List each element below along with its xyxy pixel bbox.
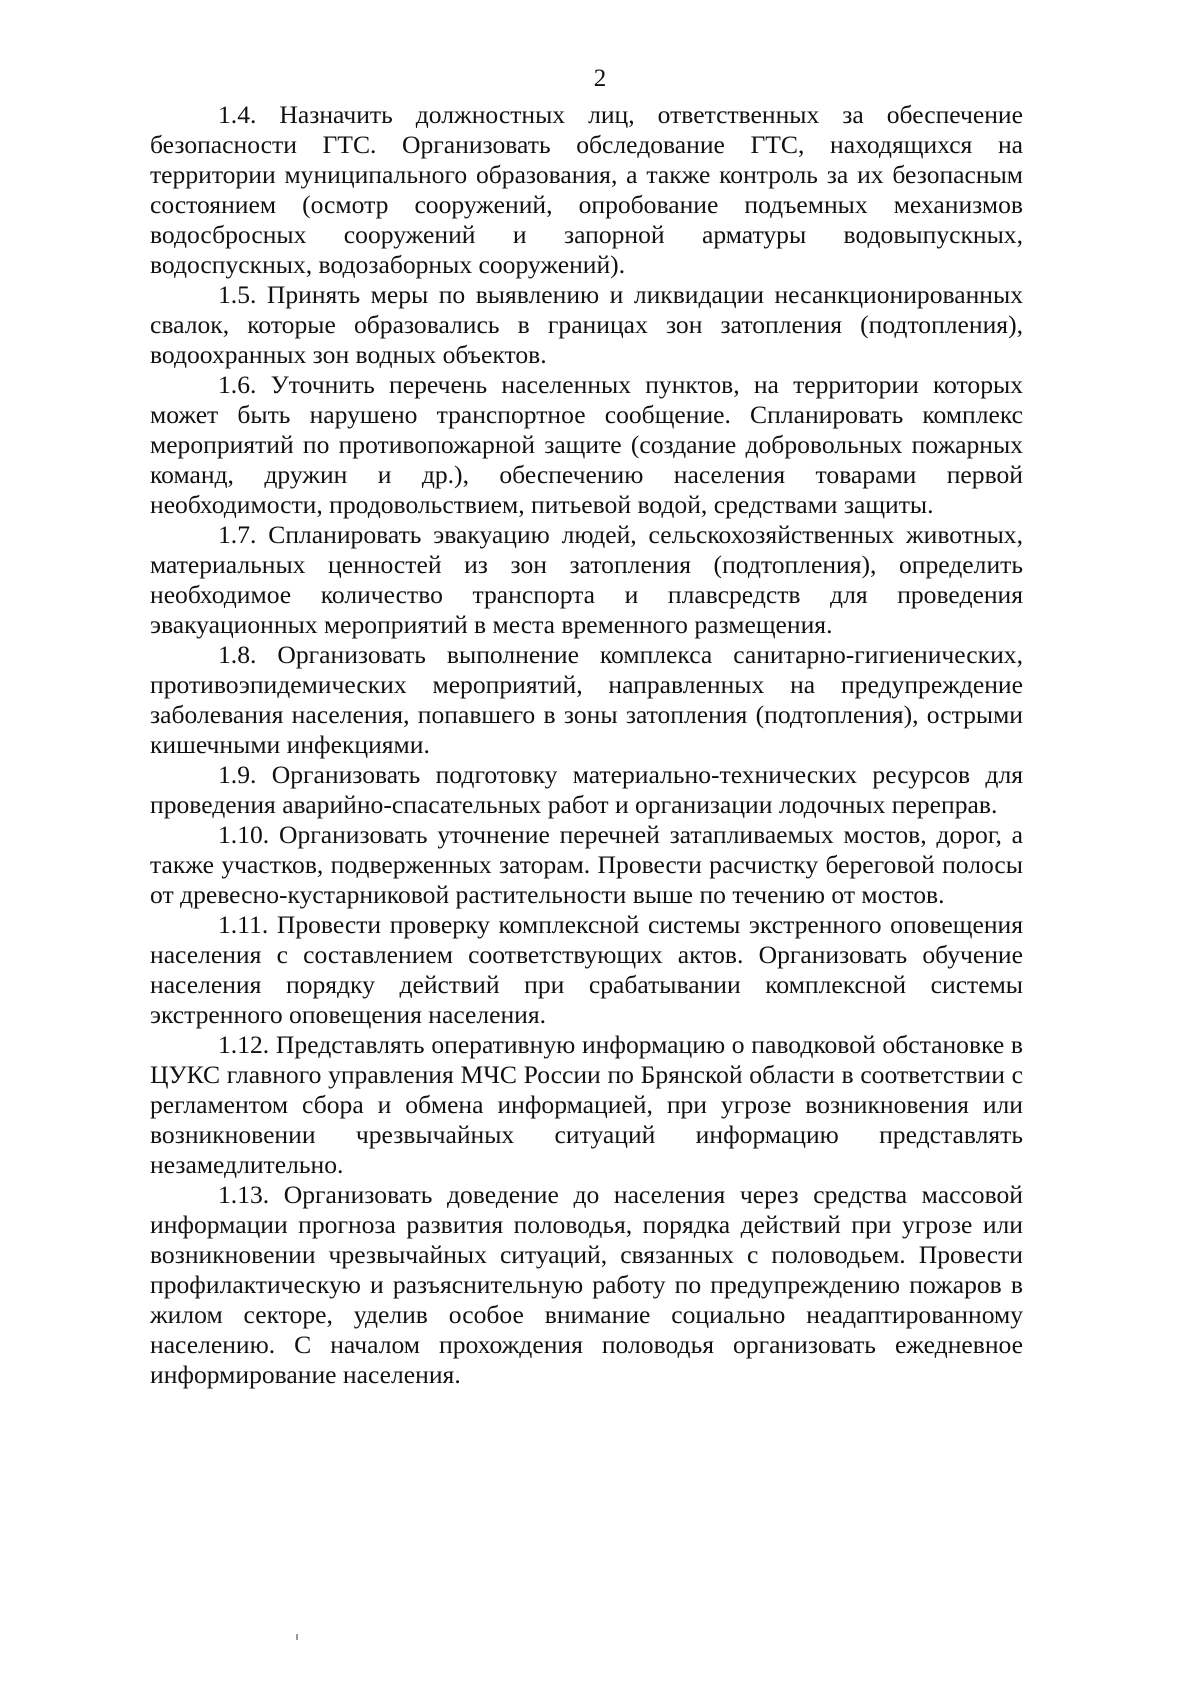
paragraph-1-9: 1.9. Организовать подготовку материально-технических ресурсов для проведения аварийно-спасательных работ и организации лодочных переправ. (150, 760, 1023, 819)
paragraph-1-10: 1.10. Организовать уточнение перечней затапливаемых мостов, дорог, а также участков, подверженных заторам. Провести расчистку береговой полосы от древесно-кустарниковой растительности выше по течению от мостов. (150, 820, 1023, 909)
paragraph-1-8: 1.8. Организовать выполнение комплекса санитарно-гигиенических, противоэпидемических мероприятий, направленных на предупреждение заболевания населения, попавшего в зоны затопления (подтопления), острыми кишечными инфекциями. (150, 640, 1023, 759)
page-number: 2 (593, 65, 607, 92)
paragraph-1-11: 1.11. Провести проверку комплексной системы экстренного оповещения населения с составлением соответствующих актов. Организовать обучение населения порядку действий при срабатывании комплексной системы экстренного оповещения населения. (150, 910, 1023, 1029)
paragraph-1-4: 1.4. Назначить должностных лиц, ответственных за обеспечение безопасности ГТС. Организовать обследование ГТС, находящихся на территории муниципального образования, а также контроль за их безопасным состоянием (осмотр сооружений, опробование подъемных механизмов водосбросных сооружений и запорной арматуры водовыпускных, водоспускных, водозаборных сооружений). (150, 100, 1023, 279)
paragraph-1-5: 1.5. Принять меры по выявлению и ликвидации несанкционированных свалок, которые образовались в границах зон затопления (подтопления), водоохранных зон водных объектов. (150, 280, 1023, 369)
paragraph-1-7: 1.7. Спланировать эвакуацию людей, сельскохозяйственных животных, материальных ценностей из зон затопления (подтопления), определить необходимое количество транспорта и плавсредств для проведения эвакуационных мероприятий в места временного размещения. (150, 520, 1023, 639)
document-body (150, 100, 1023, 1390)
scan-artifact-mark (296, 1634, 298, 1640)
paragraph-1-6: 1.6. Уточнить перечень населенных пунктов, на территории которых может быть нарушено транспортное сообщение. Спланировать комплекс мероприятий по противопожарной защите (создание добровольных пожарных команд, дружин и др.), обеспечению населения товарами первой необходимости, продовольствием, питьевой водой, средствами защиты. (150, 370, 1023, 519)
paragraph-1-13: 1.13. Организовать доведение до населения через средства массовой информации прогноза развития половодья, порядка действий при угрозе или возникновении чрезвычайных ситуаций, связанных с половодьем. Провести профилактическую и разъяснительную работу по предупреждению пожаров в жилом секторе, уделив особое внимание социально неадаптированному населению. С началом прохождения половодья организовать ежедневное информирование населения. (150, 1180, 1023, 1389)
paragraph-1-12: 1.12. Представлять оперативную информацию о паводковой обстановке в ЦУКС главного управления МЧС России по Брянской области в соответствии с регламентом сбора и обмена информацией, при угрозе возникновения или возникновении чрезвычайных ситуаций информацию представлять незамедлительно. (150, 1030, 1023, 1179)
